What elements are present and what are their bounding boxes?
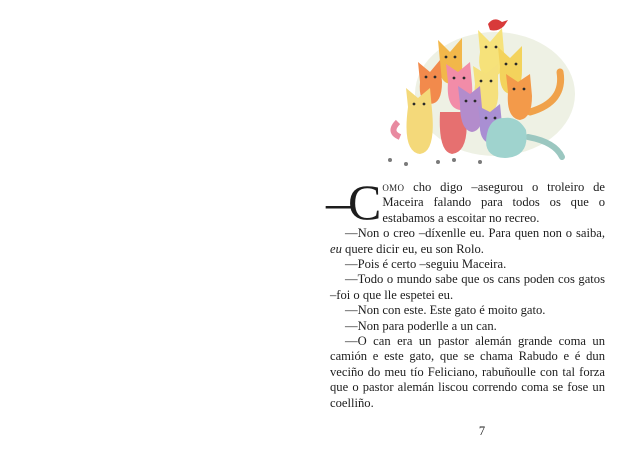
paragraph-rolo	[330, 226, 605, 257]
opening-paragraph	[326, 174, 605, 230]
paragraph: —Non para poderlle a un can.	[345, 318, 497, 333]
page-number: 7	[478, 424, 486, 438]
paragraph-rolo-before: —Non o creo –díxenlle eu. Para quen non o saiba,	[345, 226, 605, 241]
opening-smallcaps: omo	[382, 180, 405, 194]
paragraph-rolo-italic: eu	[330, 241, 342, 256]
drop-cap: –C	[326, 174, 379, 230]
text-block	[326, 174, 605, 411]
opening-text: cho digo –asegurou o troleiro de Maceira falando para todos os que o estabamos a escoitar no recreo.	[382, 180, 605, 225]
paragraph: —Todo o mundo sabe que os cans poden cos gatos –foi o que lle espetei eu.	[330, 272, 605, 302]
cats-pile-illustration	[380, 12, 580, 172]
paragraph: —Non con este. Este gato é moito gato.	[345, 303, 546, 318]
paragraph-rolo-after: quere dicir eu, eu son Rolo.	[341, 241, 484, 256]
paragraph: —Pois é certo –seguiu Maceira.	[345, 257, 507, 272]
paragraph: —O can era un pastor alemán grande coma un camión e este gato, que se chama Rabudo e é dun veciño do meu tío Feliciano, rabuñoulle con tal forza que o pastor alemán liscou correndo coma se fose un coelliño.	[330, 334, 605, 410]
